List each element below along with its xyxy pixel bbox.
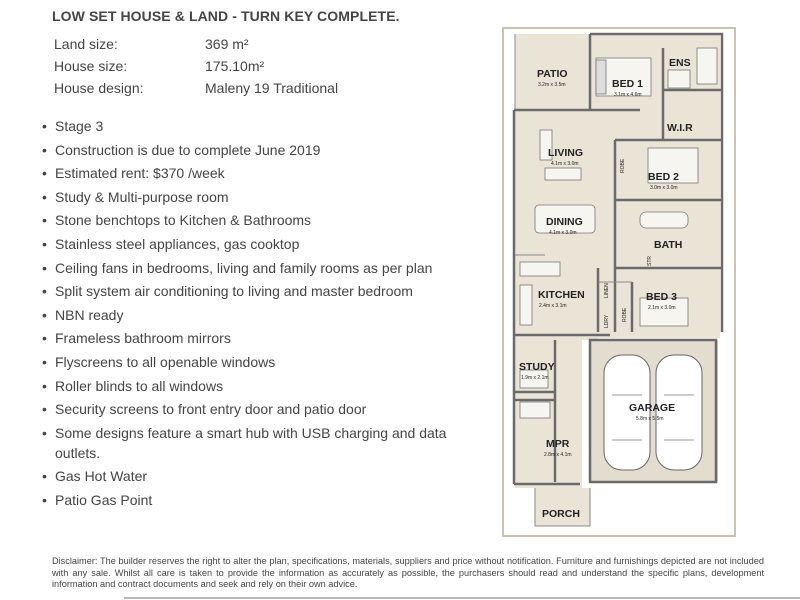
- room-label: KITCHEN: [538, 289, 585, 301]
- feature-item: • Ceiling fans in bedrooms, living and family rooms as per plan: [42, 259, 433, 276]
- room-dims: 4.1m x 3.0m: [549, 230, 577, 236]
- fact-label: House size:: [54, 58, 128, 74]
- feature-item: • Security screens to front entry door and patio door: [42, 401, 367, 418]
- room-label: PORCH: [542, 508, 580, 520]
- feature-item: • NBN ready: [42, 306, 124, 323]
- footer-divider: [124, 597, 800, 599]
- feature-item: • Roller blinds to all windows: [42, 377, 224, 394]
- fact-label: Land size:: [54, 36, 118, 52]
- kitchen-island: [520, 262, 560, 276]
- ensuite-vanity: [697, 48, 717, 84]
- room-label: GARAGE: [629, 402, 676, 414]
- room-label: PATIO: [537, 68, 568, 80]
- ldry-label: LDRY: [604, 314, 610, 328]
- feature-item: • Flyscreens to all openable windows: [42, 353, 276, 370]
- robe-label: ROBE: [620, 158, 626, 173]
- fact-value: 369 m²: [205, 36, 249, 52]
- mpr-sofa: [520, 402, 550, 418]
- room-dims: 5.8m x 5.5m: [636, 416, 664, 422]
- fact-value: Maleny 19 Traditional: [205, 80, 339, 96]
- feature-item: • Estimated rent: $370 /week: [42, 165, 225, 182]
- room-label: DINING: [546, 216, 583, 228]
- room-dims: 1.9m x 2.1m: [521, 375, 549, 381]
- feature-item: • Patio Gas Point: [42, 491, 153, 508]
- feature-item: • Stainless steel appliances, gas cooktop: [42, 235, 300, 252]
- feature-item: • Split system air conditioning to living and master bedroom: [42, 283, 413, 300]
- robe-label: ROBE: [622, 307, 628, 322]
- room-dims: 2.4m x 3.1m: [539, 303, 567, 309]
- kitchen-bench: [520, 285, 532, 325]
- page-title: LOW SET HOUSE & LAND - TURN KEY COMPLETE.: [52, 8, 400, 24]
- room-label: BED 3: [646, 291, 677, 303]
- room-dims: 3.1m x 4.6m: [614, 92, 642, 98]
- room-label: W.I.R: [667, 122, 693, 134]
- room-dims: 2.1m x 3.0m: [648, 305, 676, 311]
- fact-value: 175.10m²: [205, 58, 265, 74]
- feature-item: • Frameless bathroom mirrors: [42, 330, 231, 347]
- linen-label: LINEN: [604, 283, 610, 298]
- feature-item: • Construction is due to complete June 2019: [42, 141, 321, 158]
- ensuite-shower: [668, 70, 690, 88]
- room-label: ENS: [669, 57, 691, 69]
- room-dims: 4.1m x 3.0m: [551, 161, 579, 167]
- feature-item: • Gas Hot Water: [42, 468, 148, 485]
- feature-item: • Some designs feature a smart hub with USB charging and data outlets.: [42, 424, 447, 461]
- feature-item: • Stage 3: [42, 118, 104, 134]
- living-coffee-table: [545, 168, 581, 180]
- feature-item: • Stone benchtops to Kitchen & Bathrooms: [42, 212, 312, 229]
- room-label: BED 1: [612, 78, 643, 90]
- room-label: BATH: [654, 239, 683, 251]
- room-label: LIVING: [548, 147, 584, 159]
- room-dims: 2.8m x 4.1m: [544, 452, 572, 458]
- room-label: BED 2: [648, 171, 679, 183]
- disclaimer: Disclaimer: The builder reserves the right to alter the plan, specifications, materials, suppliers and price without notification. Furniture and furnishings depicted are not included with any sale. Whilst all care is taken to provide the information as accurately as possible, the purchasers should read and understand the specific plans, development information and contract documents and seek and rely on their own advice.: [52, 556, 764, 589]
- room-dims: 3.2m x 3.5m: [538, 82, 566, 88]
- room-dims: 3.0m x 3.0m: [650, 185, 678, 191]
- fact-label: House design:: [54, 80, 144, 96]
- room-label: MPR: [546, 438, 570, 450]
- feature-list: [42, 116, 452, 514]
- floor-plan: [490, 20, 740, 540]
- feature-item: • Study & Multi-purpose room: [42, 188, 229, 205]
- room-label: STUDY: [519, 361, 555, 373]
- bath-tub: [640, 212, 688, 228]
- str-label: STR: [647, 256, 653, 266]
